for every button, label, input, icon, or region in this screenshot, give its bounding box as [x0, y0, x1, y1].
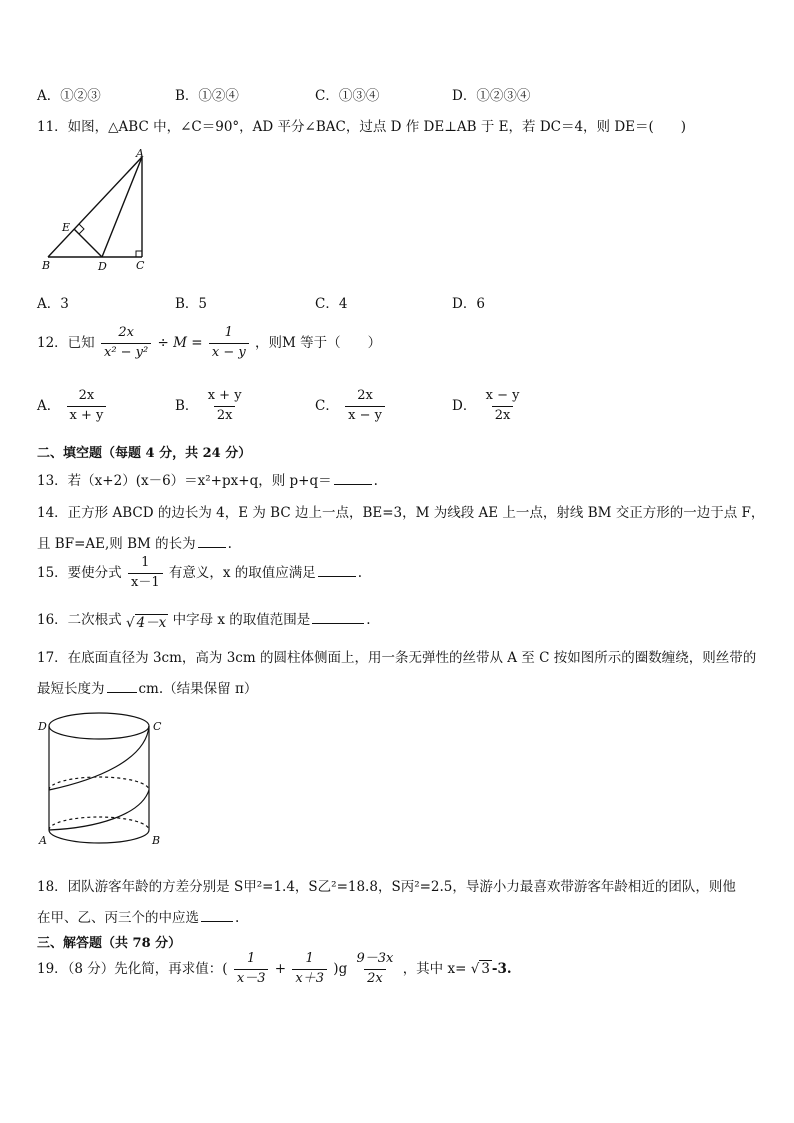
right-angle-e [79, 224, 84, 234]
q12-option-d-num: x − y [485, 388, 520, 403]
q12-option-c-label: C． [315, 397, 339, 414]
segment-ab [48, 157, 142, 257]
q10-option-d: D．①②③④ [452, 88, 531, 104]
q14-line-2 [37, 532, 232, 552]
q18-line-2-prefix: 在甲、乙、丙三个的中应选 [37, 910, 199, 926]
q14-end: . [227, 536, 232, 552]
q19-f3-num: 9－3x [356, 951, 394, 966]
q16-answer-blank[interactable] [312, 622, 364, 624]
q12-option-c-fraction [345, 389, 385, 424]
q12-prefix: 12．已知 [37, 334, 95, 351]
q16-radicand: 4－x [136, 614, 167, 631]
q11-option-b: B．5 [175, 296, 208, 312]
segment-de [74, 229, 102, 257]
q19-fraction-2 [292, 952, 327, 987]
q15-suffix: 有意义，x 的取值应满足 [168, 564, 316, 581]
q14-answer-blank[interactable] [198, 546, 226, 548]
q12-option-d-label: D． [452, 397, 477, 414]
q13-end: . [373, 473, 378, 489]
q12-fraction-2 [209, 326, 249, 361]
q14-line-1: 14．正方形 ABCD 的边长为 4，E 为 BC 边上一点，BE=3，M 为线段 AE 上一点，射线 BM 交正方形的一边于点 F， [37, 505, 765, 521]
label-e: E [62, 221, 71, 234]
q15-num: 1 [141, 555, 150, 570]
q15-prefix: 15．要使分式 [37, 564, 122, 581]
q19-mid: )g [333, 960, 348, 977]
q19-fraction-3 [354, 952, 397, 987]
q10-option-c: C．①③④ [315, 88, 380, 104]
q12-option-b [175, 389, 247, 424]
q12-frac2-num: 1 [224, 325, 233, 340]
q19-radicand: 3 [481, 961, 490, 978]
q16-prefix: 16．二次根式 [37, 612, 122, 628]
label-a: A [39, 834, 47, 847]
label-a: A [136, 147, 144, 160]
q19 [37, 952, 512, 987]
q12-stem [37, 326, 381, 361]
q12-option-b-den: 2x [214, 406, 236, 424]
q17-line-2 [37, 677, 257, 697]
q19-fraction-1 [234, 952, 269, 987]
q11-option-d: D．6 [452, 296, 485, 312]
q17-line-1: 17．在底面直径为 3cm，高为 3cm 的圆柱体侧面上，用一条无弹性的丝带从 A 至 C 按如图所示的圈数缠绕，则丝带的 [37, 650, 757, 666]
q12-option-b-num: x + y [207, 388, 242, 403]
q16-sqrt [126, 611, 168, 631]
radical-sign-icon: √ [125, 614, 135, 631]
q15-end: . [357, 564, 363, 581]
q12-suffix: ，则M 等于（ ） [255, 334, 382, 351]
cylinder-bottom-front [49, 830, 149, 843]
q12-option-a-num: 2x [78, 388, 95, 403]
q12-frac2-den: x − y [209, 343, 249, 361]
q12-option-b-fraction [205, 389, 245, 424]
q13-text: 13．若（x+2）(x－6）＝x²+px+q，则 p+q＝ [37, 473, 332, 489]
q18-end: . [235, 910, 240, 926]
q14-line-2-text: 且 BF=AE,则 BM 的长为 [37, 536, 196, 552]
q12-option-a [37, 389, 108, 424]
section-3-title: 三、解答题（共 78 分） [37, 936, 182, 951]
section-2-title: 二、填空题（每题 4 分，共 24 分） [37, 446, 252, 461]
label-b: B [42, 259, 51, 272]
q19-f1-den: x－3 [234, 969, 269, 987]
q12-middle: ÷ M = [157, 334, 203, 351]
q15-fraction [128, 556, 163, 591]
q17-line-2-prefix: 最短长度为 [37, 681, 105, 697]
q19-f1-num: 1 [247, 951, 256, 966]
label-c: C [153, 720, 162, 733]
q19-suffix: ，其中 x= [402, 960, 467, 977]
q19-prefix: 19．（8 分）先化简，再求值：( [37, 960, 228, 977]
q15 [37, 556, 362, 591]
q19-tail: -3. [491, 960, 512, 977]
q12-option-d [452, 389, 524, 424]
cylinder-middle-back [49, 777, 149, 790]
radical-sign-icon: √ [470, 961, 480, 978]
q12-option-b-label: B． [175, 397, 199, 414]
q12-frac1-den: x² − y² [101, 343, 151, 361]
q19-f2-num: 1 [305, 951, 314, 966]
q16-suffix: 中字母 x 的取值范围是 [172, 612, 311, 628]
right-angle-c [136, 251, 142, 257]
q17-line-2-suffix: cm.（结果保留 π） [138, 681, 258, 697]
ribbon-lower-curve [49, 790, 149, 830]
q18-line-2 [37, 906, 239, 926]
q15-answer-blank[interactable] [318, 575, 356, 577]
q11-text: 11．如图，△ABC 中，∠C＝90°，AD 平分∠BAC，过点 D 作 DE⊥AB 于 E，若 DC＝4，则 DE＝( ) [37, 119, 687, 135]
q19-plus: + [274, 960, 287, 977]
q11-triangle-figure [36, 145, 156, 275]
label-d: D [38, 720, 47, 733]
q12-option-a-label: A． [37, 397, 61, 414]
q12-option-c-den: x − y [345, 406, 385, 424]
segment-ad [102, 157, 142, 257]
q11-option-c: C．4 [315, 296, 348, 312]
q12-option-a-fraction [67, 389, 107, 424]
q12-option-a-den: x + y [67, 406, 107, 424]
label-b: B [152, 834, 161, 847]
q13 [37, 469, 378, 489]
q19-sqrt [471, 961, 492, 977]
q17-cylinder-figure [36, 710, 171, 858]
q12-option-c [315, 389, 387, 424]
cylinder-top-ellipse [49, 713, 149, 739]
q17-answer-blank[interactable] [107, 691, 137, 693]
q11-option-a: A．3 [37, 296, 69, 312]
q19-f2-den: x＋3 [292, 969, 327, 987]
q16 [37, 608, 371, 631]
label-c: C [136, 259, 145, 272]
q16-end: . [366, 612, 371, 628]
q12-fraction-1 [101, 326, 151, 361]
q12-frac1-num: 2x [118, 325, 134, 340]
label-d: D [98, 260, 107, 273]
q13-answer-blank[interactable] [334, 483, 372, 485]
q18-answer-blank[interactable] [201, 920, 233, 922]
q10-option-b: B．①②④ [175, 88, 239, 104]
q12-option-d-den: 2x [492, 406, 514, 424]
q15-den: x－1 [128, 573, 163, 591]
q12-option-c-num: 2x [357, 388, 373, 403]
q12-option-d-fraction [483, 389, 523, 424]
q19-f3-den: 2x [364, 969, 386, 987]
q18-line-1: 18．团队游客年龄的方差分别是 S甲²=1.4，S乙²=18.8，S丙²=2.5，导游小力最喜欢带游客年龄相近的团队，则他 [37, 879, 736, 895]
q10-option-a: A．①②③ [37, 88, 101, 104]
